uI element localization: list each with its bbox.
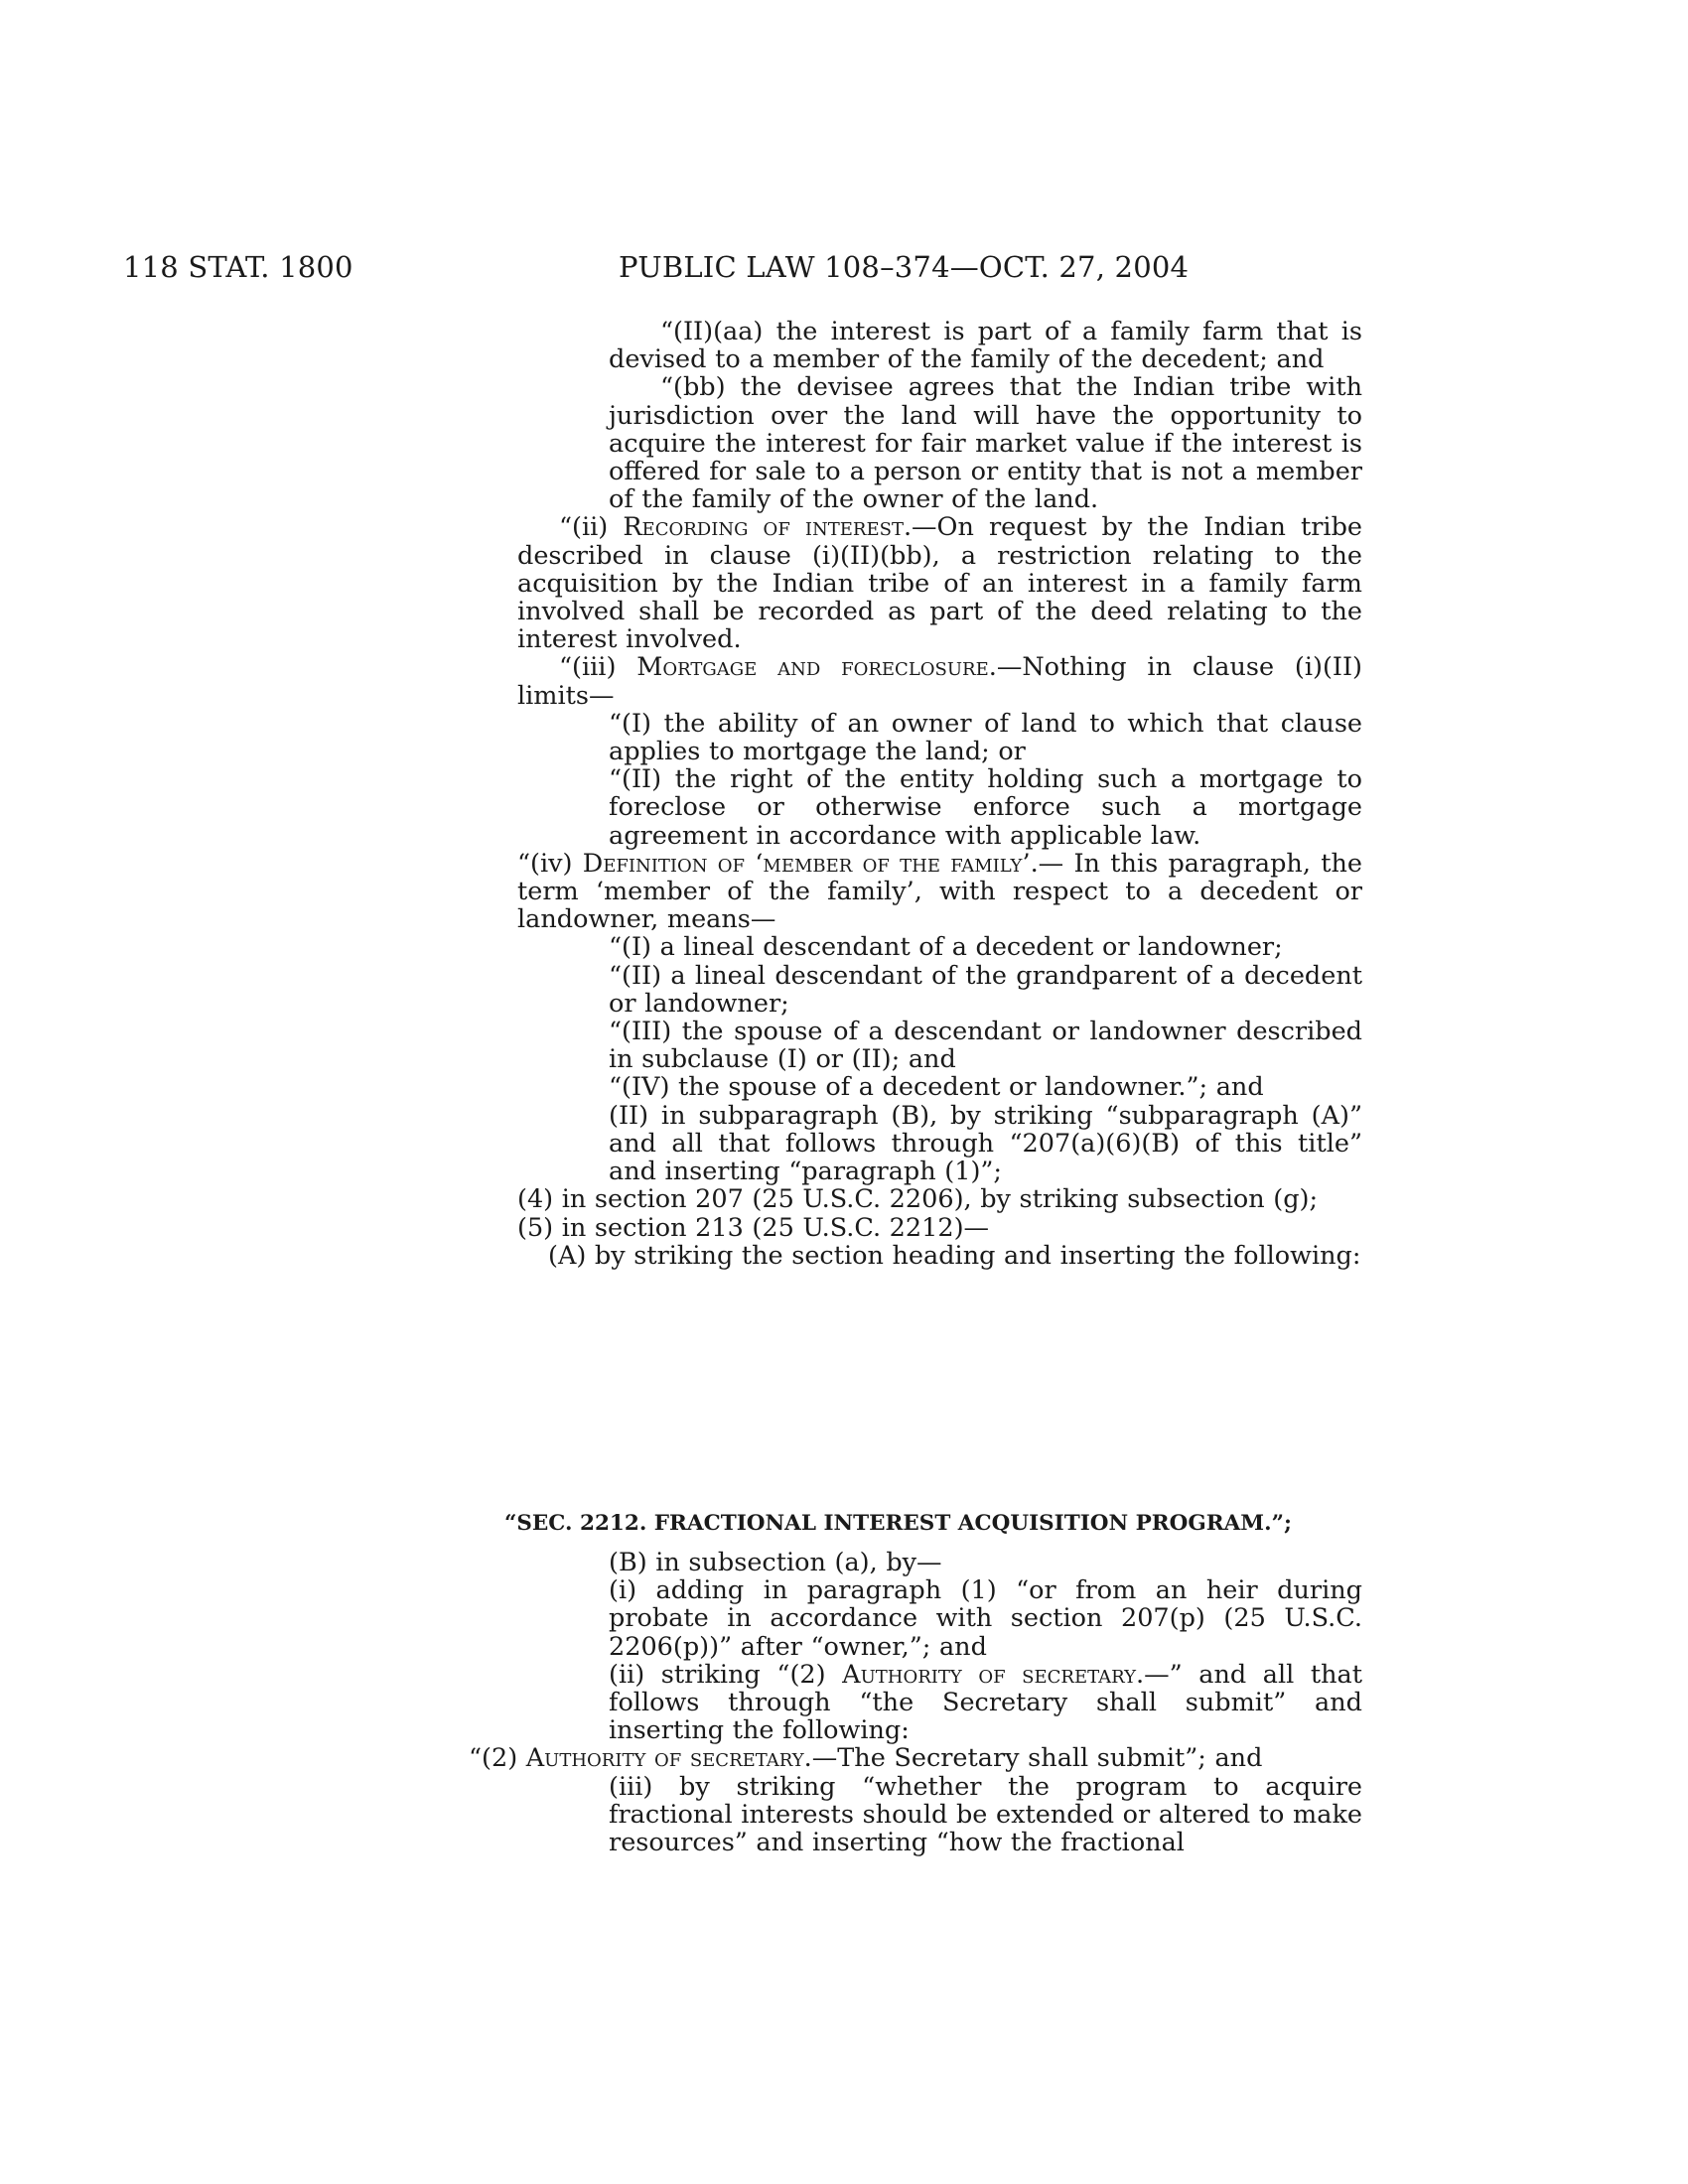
paragraph: “(bb) the devisee agrees that the Indian tribe with jurisdiction over the land will have the opportunity to acquire the interest for fair market value if the interest is offered for sale to a person or entity that is not a member of the family of the owner of the land. (609, 372, 1362, 515)
public-law-title: PUBLIC LAW 108–374—OCT. 27, 2004 (619, 250, 1190, 284)
paragraph: (ii) striking “(2) Authority of secretary.—” and all that follows through “the Secretary shall submit” and inserting the following: (609, 1659, 1362, 1746)
paragraph: “(IV) the spouse of a decedent or landowner.”; and (609, 1072, 1264, 1103)
statute-page-number: 118 STAT. 1800 (123, 250, 353, 284)
paragraph: “(2) Authority of secretary.—The Secretary shall submit”; and (469, 1743, 1263, 1774)
paragraph: “(iv) Definition of ‘member of the family’.— In this paragraph, the term ‘member of the family’, with respect to a decedent or landowner, means— (517, 848, 1362, 935)
paragraph: “(I) the ability of an owner of land to which that clause applies to mortgage the land; or (609, 708, 1362, 767)
paragraph: “(II) a lineal descendant of the grandparent of a decedent or landowner; (609, 960, 1362, 1019)
body-text-continued (469, 1548, 1362, 1858)
paragraph: (4) in section 207 (25 U.S.C. 2206), by striking subsection (g); (517, 1184, 1319, 1215)
body-text (517, 317, 1363, 1271)
paragraph: “(ii) Recording of interest.—On request by the Indian tribe described in clause (i)(II)(bb), a restriction relating to the acquisition by the Indian tribe of an interest in a family farm involved shall be recorded as part of the deed relating to the interest involved. (517, 512, 1362, 655)
paragraph: “(II) the right of the entity holding such a mortgage to foreclose or otherwise enforce such a mortgage agreement in accordance with applicable law. (609, 764, 1362, 851)
paragraph: (iii) by striking “whether the program to acquire fractional interests should be extended or altered to make resources” and inserting “how the fractional (609, 1771, 1362, 1858)
paragraph: (A) by striking the section heading and inserting the following: (548, 1240, 1361, 1271)
paragraph: (II) in subparagraph (B), by striking “subparagraph (A)” and all that follows through “207(a)(6)(B) of this title” and inserting “paragraph (1)”; (609, 1100, 1362, 1187)
paragraph: “(II)(aa) the interest is part of a family farm that is devised to a member of the family of the decedent; and (609, 317, 1362, 375)
paragraph: “(III) the spouse of a descendant or landowner described in subclause (I) or (II); and (609, 1017, 1362, 1075)
section-heading: “SEC. 2212. FRACTIONAL INTEREST ACQUISITION PROGRAM.”; (504, 1511, 1292, 1536)
paragraph: (5) in section 213 (25 U.S.C. 2212)— (517, 1212, 990, 1243)
paragraph: (B) in subsection (a), by— (609, 1548, 942, 1577)
paragraph: (i) adding in paragraph (1) “or from an heir during probate in accordance with section 207(p) (25 U.S.C. 2206(p))” after “owner,”; and (609, 1575, 1362, 1662)
paragraph: “(iii) Mortgage and foreclosure.—Nothing in clause (i)(II) limits— (517, 652, 1363, 711)
paragraph: “(I) a lineal descendant of a decedent or landowner; (609, 932, 1283, 963)
